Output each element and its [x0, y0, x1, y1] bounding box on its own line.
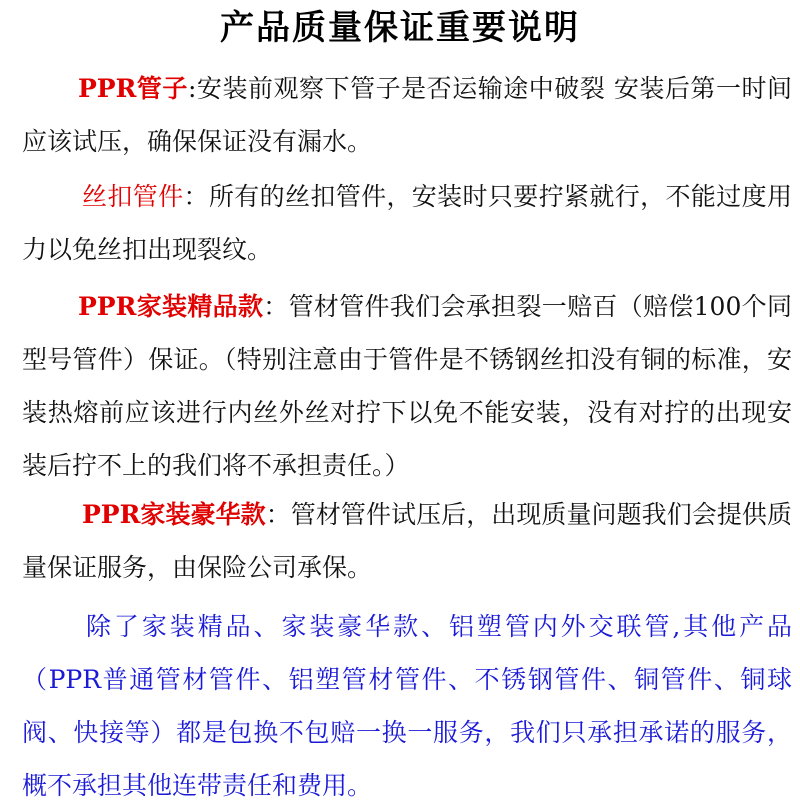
section-body: ：管材管件试压后，出现质量问题我们会提供质量保证服务，由保险公司承保。 — [22, 500, 792, 582]
section-label: PPR家装豪华款 — [82, 500, 266, 529]
section-ppr-premium — [22, 280, 792, 492]
section-label: PPR家装精品款 — [78, 292, 264, 321]
page-title: 产品质量保证重要说明 — [220, 8, 580, 48]
exchange-policy-note: 除了家装精品、家装豪华款、铝塑管内外交联管,其他产品（PPR普通管材管件、铝塑管材管件、不锈钢管件、铜管件、铜球阀、快接等）都是包换不包赔一换一服务，我们只承担承诺的服务，概不承担其他连带责任和费用。 — [22, 612, 792, 800]
section-thread-fittings — [22, 170, 792, 276]
section-ppr-pipe — [22, 62, 792, 168]
section-body: ：管材管件我们会承担裂一赔百（赔偿100个同型号管件）保证。（特别注意由于管件是不锈钢丝扣没有铜的标准，安装热熔前应该进行内丝外丝对拧下以免不能安装，没有对拧的出现安装后拧不上的我们将不承担责任。） — [22, 292, 792, 480]
section-body: ：所有的丝扣管件，安装时只要拧紧就行，不能过度用力以免丝扣出现裂纹。 — [22, 182, 792, 264]
section-ppr-luxury — [22, 488, 792, 594]
section-label: PPR管子 — [78, 74, 188, 103]
section-label: 丝扣管件 — [82, 182, 184, 211]
section-body: :安装前观察下管子是否运输途中破裂 安装后第一时间应该试压，确保保证没有漏水。 — [22, 74, 793, 156]
